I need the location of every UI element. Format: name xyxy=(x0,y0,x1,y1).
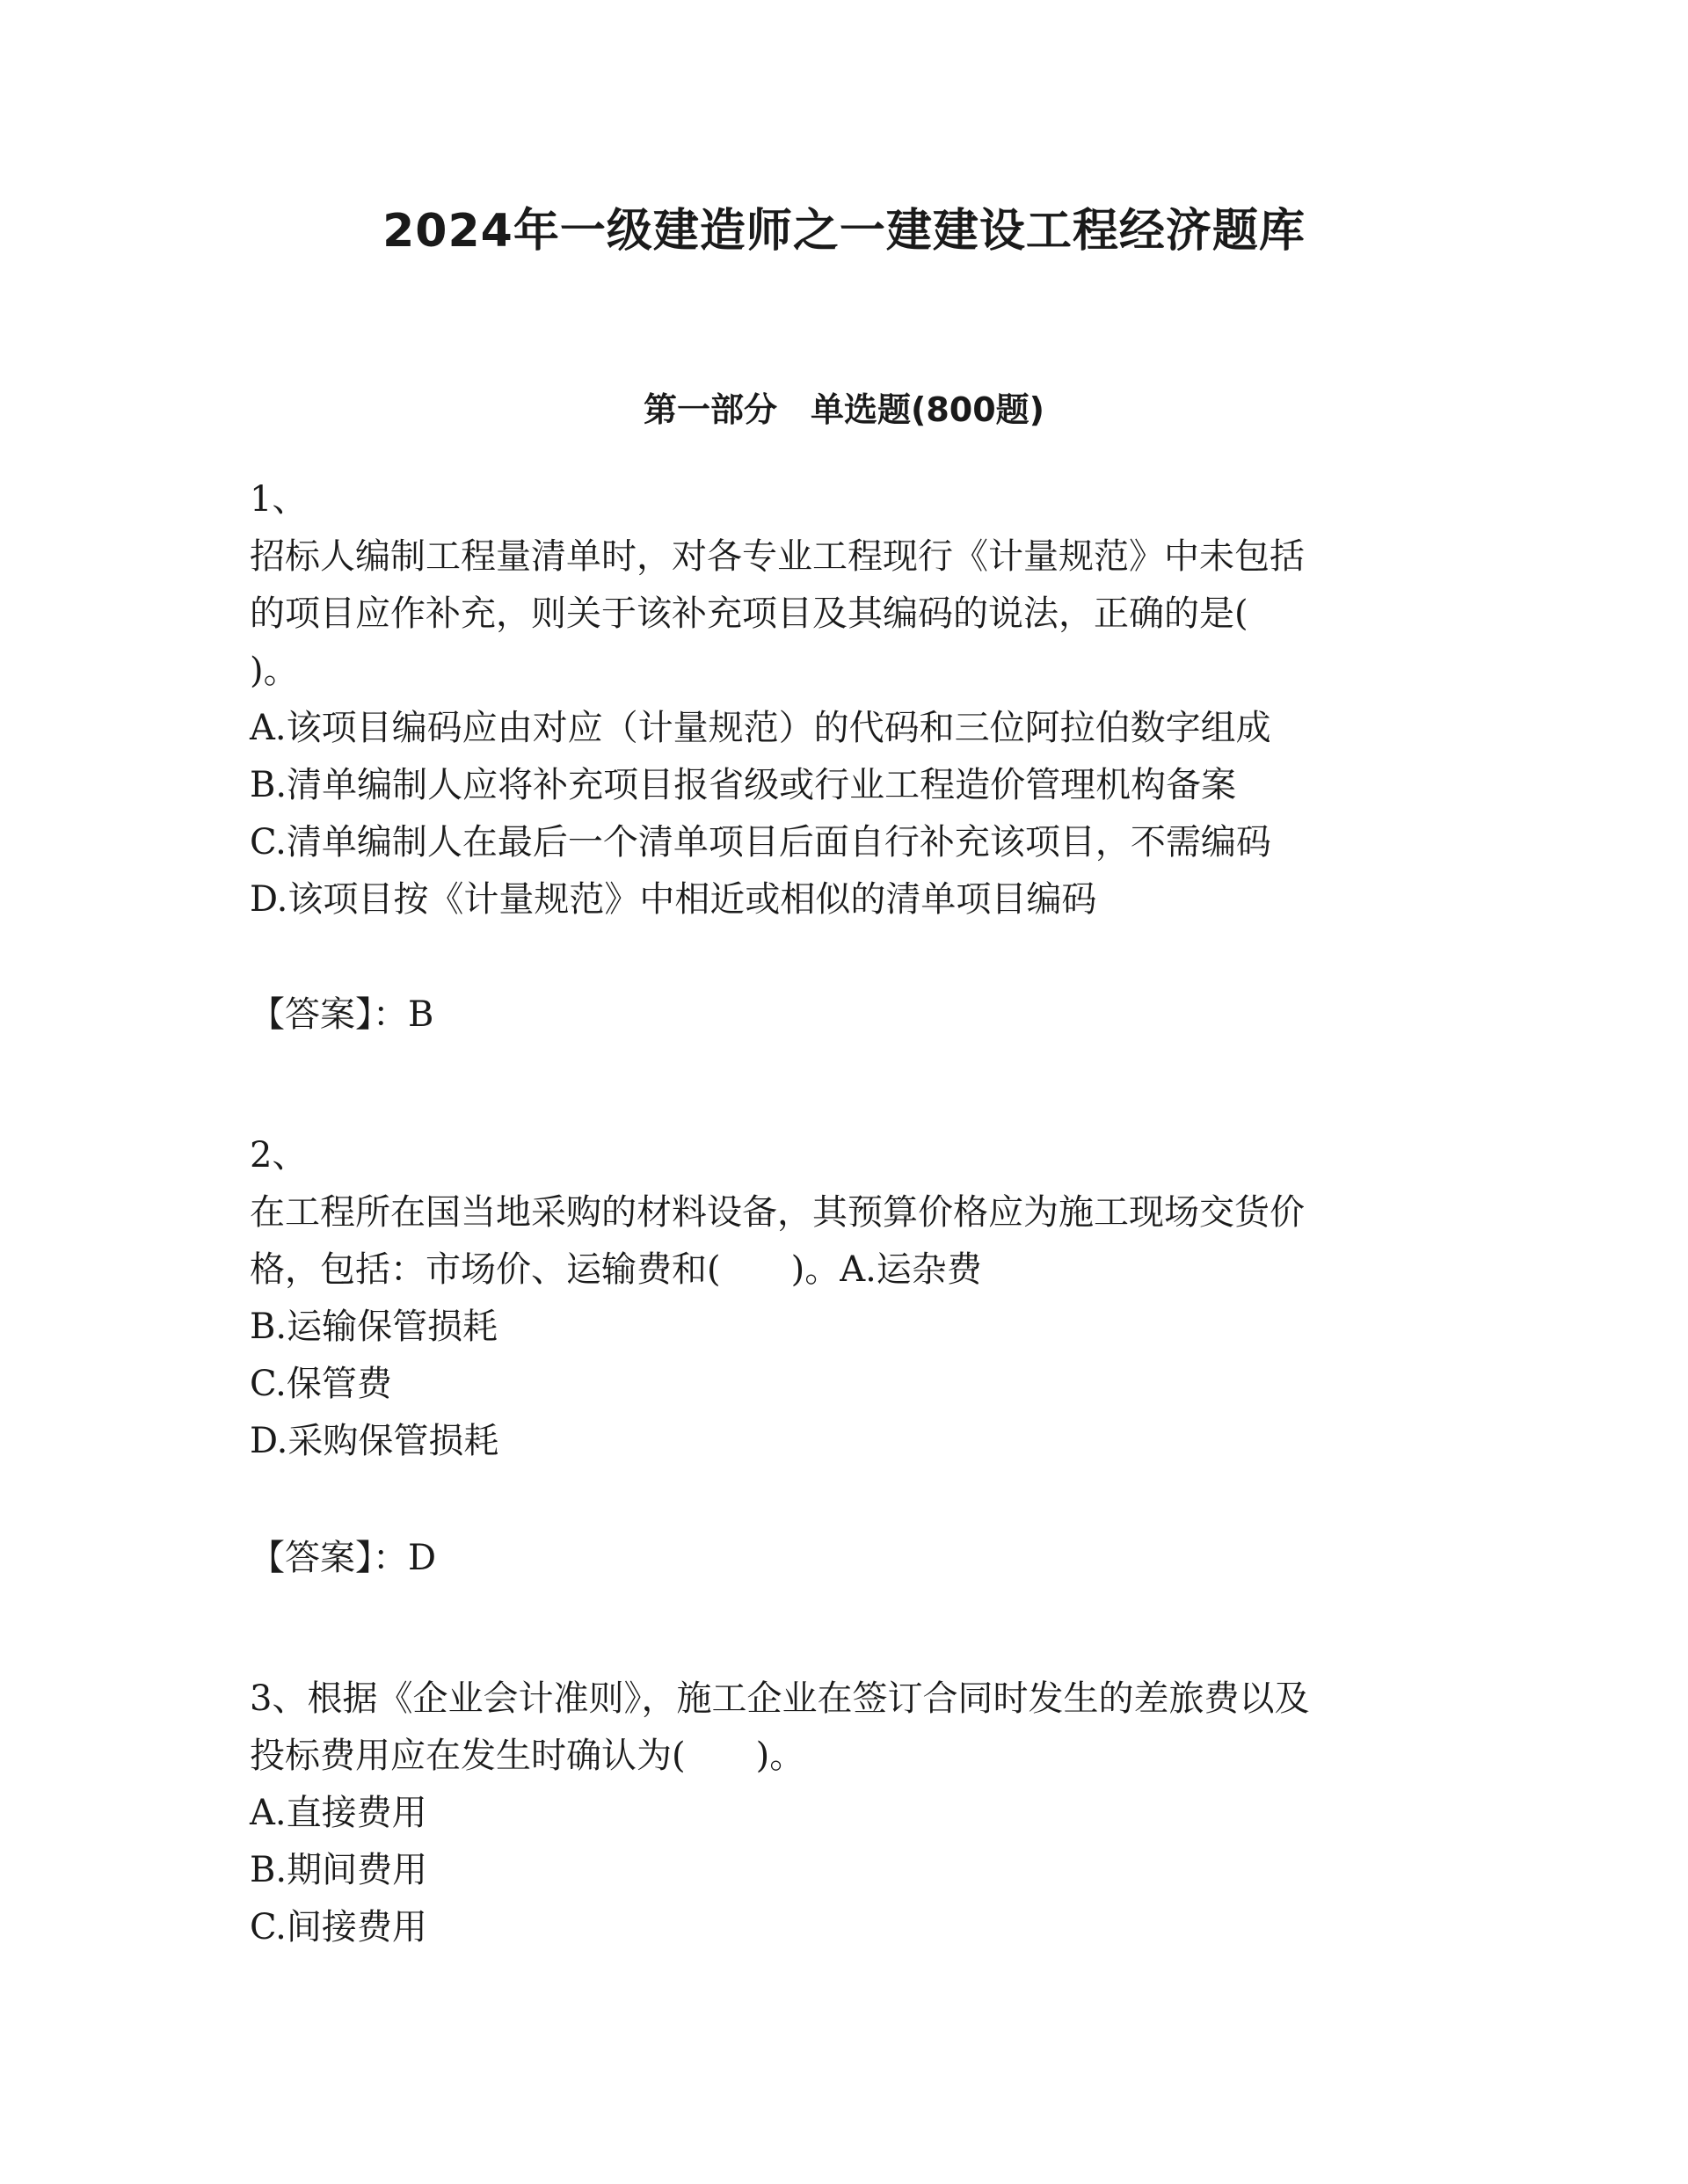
question-number: 2、 xyxy=(250,1135,308,1176)
question-text-line: 在工程所在国当地采购的材料设备，其预算价格应为施工现场交货价 xyxy=(250,1192,1305,1233)
option-d: D.采购保管损耗 xyxy=(250,1421,499,1461)
question-1 xyxy=(250,471,1463,928)
page-title: 2024年一级建造师之一建建设工程经济题库 xyxy=(382,205,1306,258)
option-b: B.清单编制人应将补充项目报省级或行业工程造价管理机构备案 xyxy=(250,765,1237,805)
answer-1: 【答案】：B xyxy=(250,994,434,1035)
question-text-line: 投标费用应在发生时确认为( )。 xyxy=(250,1736,805,1776)
option-a: A.该项目编码应由对应（计量规范）的代码和三位阿拉伯数字组成 xyxy=(250,708,1271,748)
question-text-line: 格，包括：市场价、运输费和( )。A.运杂费 xyxy=(250,1249,982,1290)
option-b: B.运输保管损耗 xyxy=(250,1307,498,1347)
option-b: B.期间费用 xyxy=(250,1850,428,1890)
option-d: D.该项目按《计量规范》中相近或相似的清单项目编码 xyxy=(250,879,1097,920)
question-text-line: 3、根据《企业会计准则》，施工企业在签订合同时发生的差旅费以及 xyxy=(250,1678,1310,1719)
question-text-line: )。 xyxy=(250,651,299,691)
question-2 xyxy=(250,1127,1463,1470)
question-number: 1、 xyxy=(250,479,308,520)
option-c: C.间接费用 xyxy=(250,1907,427,1947)
question-text-line: 的项目应作补充，则关于该补充项目及其编码的说法，正确的是( xyxy=(250,593,1248,634)
option-c: C.清单编制人在最后一个清单项目后面自行补充该项目，不需编码 xyxy=(250,822,1271,863)
question-text-line: 招标人编制工程量清单时，对各专业工程现行《计量规范》中未包括 xyxy=(250,536,1305,577)
section-title: 第一部分 单选题(800题) xyxy=(643,390,1045,429)
question-3 xyxy=(250,1671,1463,1956)
answer-2: 【答案】：D xyxy=(250,1538,437,1578)
option-c: C.保管费 xyxy=(250,1364,392,1404)
option-a: A.直接费用 xyxy=(250,1793,427,1833)
